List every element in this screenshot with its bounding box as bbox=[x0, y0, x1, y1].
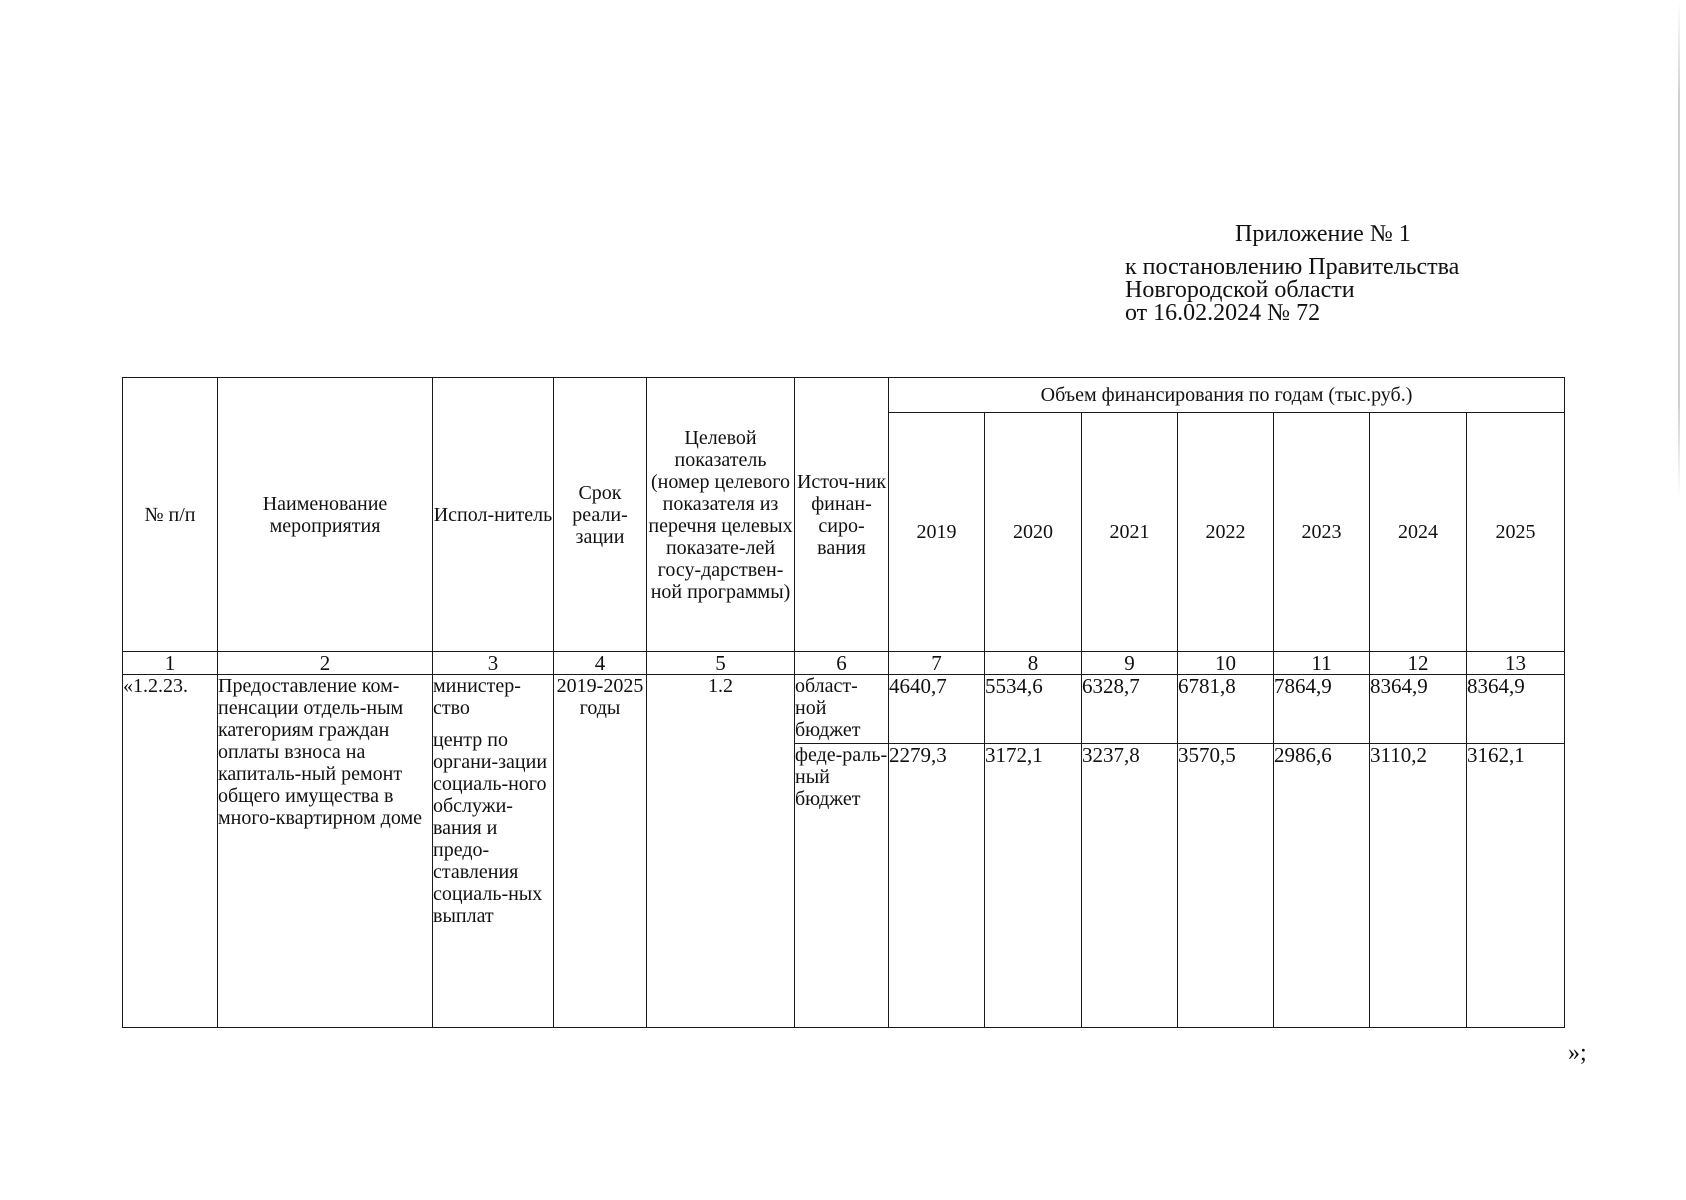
header-year: 2024 bbox=[1370, 413, 1467, 652]
row-executor bbox=[433, 675, 554, 1028]
annex-line-2: Новгородской области bbox=[1125, 277, 1355, 303]
header-num: № п/п bbox=[123, 378, 218, 652]
column-number: 13 bbox=[1467, 652, 1565, 675]
header-year: 2022 bbox=[1178, 413, 1274, 652]
value-cell: 3237,8 bbox=[1082, 744, 1178, 1028]
value-cell: 2986,6 bbox=[1274, 744, 1370, 1028]
column-number: 7 bbox=[889, 652, 985, 675]
value-cell: 3110,2 bbox=[1370, 744, 1467, 1028]
column-number: 2 bbox=[218, 652, 433, 675]
header-name: Наименование мероприятия bbox=[218, 378, 433, 652]
row-num: «1.2.23. bbox=[123, 675, 218, 1028]
annex-title: Приложение № 1 bbox=[1235, 221, 1411, 247]
column-number: 3 bbox=[433, 652, 554, 675]
column-number: 11 bbox=[1274, 652, 1370, 675]
column-number: 10 bbox=[1178, 652, 1274, 675]
scan-page-edge bbox=[1678, 0, 1680, 500]
source-federal: феде-раль-ный бюджет bbox=[795, 744, 889, 1028]
header-executor: Испол-нитель bbox=[433, 378, 554, 652]
header-volume: Объем финансирования по годам (тыс.руб.) bbox=[889, 378, 1565, 413]
header-year: 2021 bbox=[1082, 413, 1178, 652]
executor-center: центр по органи-зации социаль-ного обслужи-вания и предо-ставления социаль-ных выплат bbox=[433, 729, 548, 927]
header-year: 2023 bbox=[1274, 413, 1370, 652]
header-source: Источ-ник финан-сиро-вания bbox=[795, 378, 889, 652]
column-number: 4 bbox=[554, 652, 647, 675]
column-number: 8 bbox=[985, 652, 1082, 675]
executor-ministry: министер-ство bbox=[433, 675, 521, 719]
value-cell: 7864,9 bbox=[1274, 675, 1370, 744]
value-cell: 4640,7 bbox=[889, 675, 985, 744]
value-cell: 8364,9 bbox=[1370, 675, 1467, 744]
header-term: Срок реали-зации bbox=[554, 378, 647, 652]
value-cell: 6781,8 bbox=[1178, 675, 1274, 744]
value-cell: 3172,1 bbox=[985, 744, 1082, 1028]
column-number: 12 bbox=[1370, 652, 1467, 675]
column-number: 5 bbox=[647, 652, 795, 675]
row-target: 1.2 bbox=[647, 675, 795, 1028]
column-number: 1 bbox=[123, 652, 218, 675]
header-year: 2025 bbox=[1467, 413, 1565, 652]
table-row bbox=[123, 675, 1565, 744]
header-year: 2019 bbox=[889, 413, 985, 652]
value-cell: 8364,9 bbox=[1467, 675, 1565, 744]
source-regional: област-ной бюджет bbox=[795, 675, 889, 744]
header-target: Целевой показатель (номер целевого показателя из перечня целевых показате-лей госу-дарствен-ной программы) bbox=[647, 378, 795, 652]
annex-header bbox=[1125, 223, 1459, 325]
closing-quote: »; bbox=[1568, 1040, 1587, 1066]
value-cell: 6328,7 bbox=[1082, 675, 1178, 744]
column-number: 6 bbox=[795, 652, 889, 675]
value-cell: 5534,6 bbox=[985, 675, 1082, 744]
value-cell: 2279,3 bbox=[889, 744, 985, 1028]
annex-line-1: к постановлению Правительства bbox=[1125, 254, 1460, 280]
column-number: 9 bbox=[1082, 652, 1178, 675]
row-term: 2019-2025 годы bbox=[554, 675, 647, 1028]
financing-table bbox=[122, 377, 1565, 1028]
value-cell: 3162,1 bbox=[1467, 744, 1565, 1028]
row-name: Предоставление ком-пенсации отдель-ным категориям граждан оплаты взноса на капиталь-ный ремонт общего имущества в много-квартирном доме bbox=[218, 675, 433, 1028]
column-number-row bbox=[123, 652, 1565, 675]
header-year: 2020 bbox=[985, 413, 1082, 652]
value-cell: 3570,5 bbox=[1178, 744, 1274, 1028]
annex-line-3: от 16.02.2024 № 72 bbox=[1125, 300, 1321, 326]
